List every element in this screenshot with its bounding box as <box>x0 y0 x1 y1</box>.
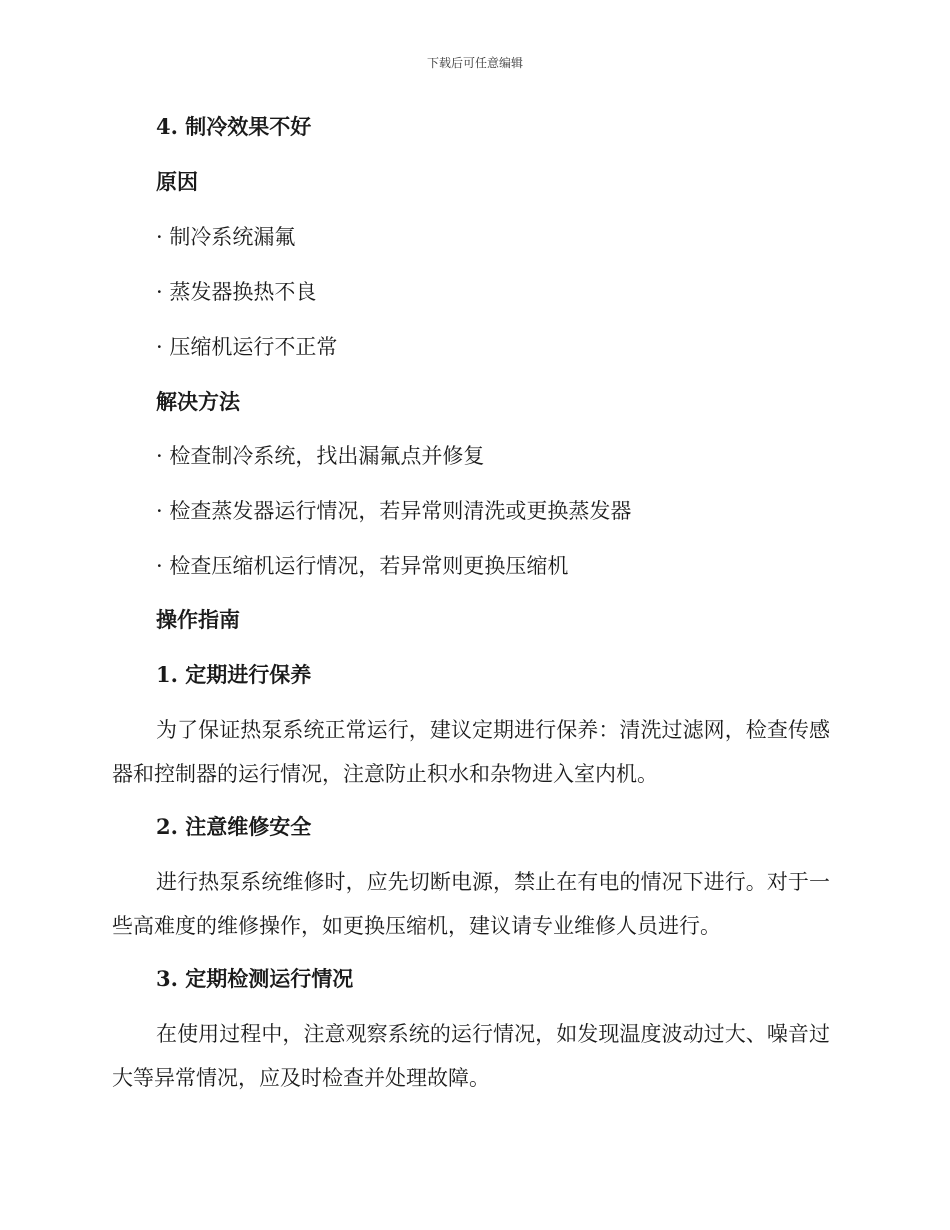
guide-item-title: 2. 注意维修安全 <box>156 814 312 839</box>
solution-heading: 解决方法 <box>156 389 240 414</box>
guide-item-text: 进行热泵系统维修时，应先切断电源，禁止在有电的情况下进行。对于一些高难度的维修操作，如更换压缩机，建议请专业维修人员进行。 <box>112 870 830 938</box>
solution-item: · 检查制冷系统，找出漏氟点并修复 <box>156 444 485 468</box>
cause-item: · 压缩机运行不正常 <box>156 335 338 359</box>
guide-item-text: 在使用过程中，注意观察系统的运行情况，如发现温度波动过大、噪音过大等异常情况，应及时检查并处理故障。 <box>112 1022 830 1090</box>
cause-item: · 蒸发器换热不良 <box>156 280 317 304</box>
guide-item-title: 3. 定期检测运行情况 <box>156 966 354 991</box>
cause-item: · 制冷系统漏氟 <box>156 225 296 249</box>
cause-heading: 原因 <box>156 169 198 194</box>
guide-item-text: 为了保证热泵系统正常运行，建议定期进行保养：清洗过滤网，检查传感器和控制器的运行情况，注意防止积水和杂物进入室内机。 <box>112 718 830 786</box>
page-header: 下载后可任意编辑 <box>426 56 523 70</box>
section-title: 4. 制冷效果不好 <box>156 114 312 139</box>
guide-item-title: 1. 定期进行保养 <box>156 662 312 687</box>
solution-item: · 检查蒸发器运行情况，若异常则清洗或更换蒸发器 <box>156 499 632 523</box>
guide-heading: 操作指南 <box>156 607 240 632</box>
solution-item: · 检查压缩机运行情况，若异常则更换压缩机 <box>156 554 569 578</box>
